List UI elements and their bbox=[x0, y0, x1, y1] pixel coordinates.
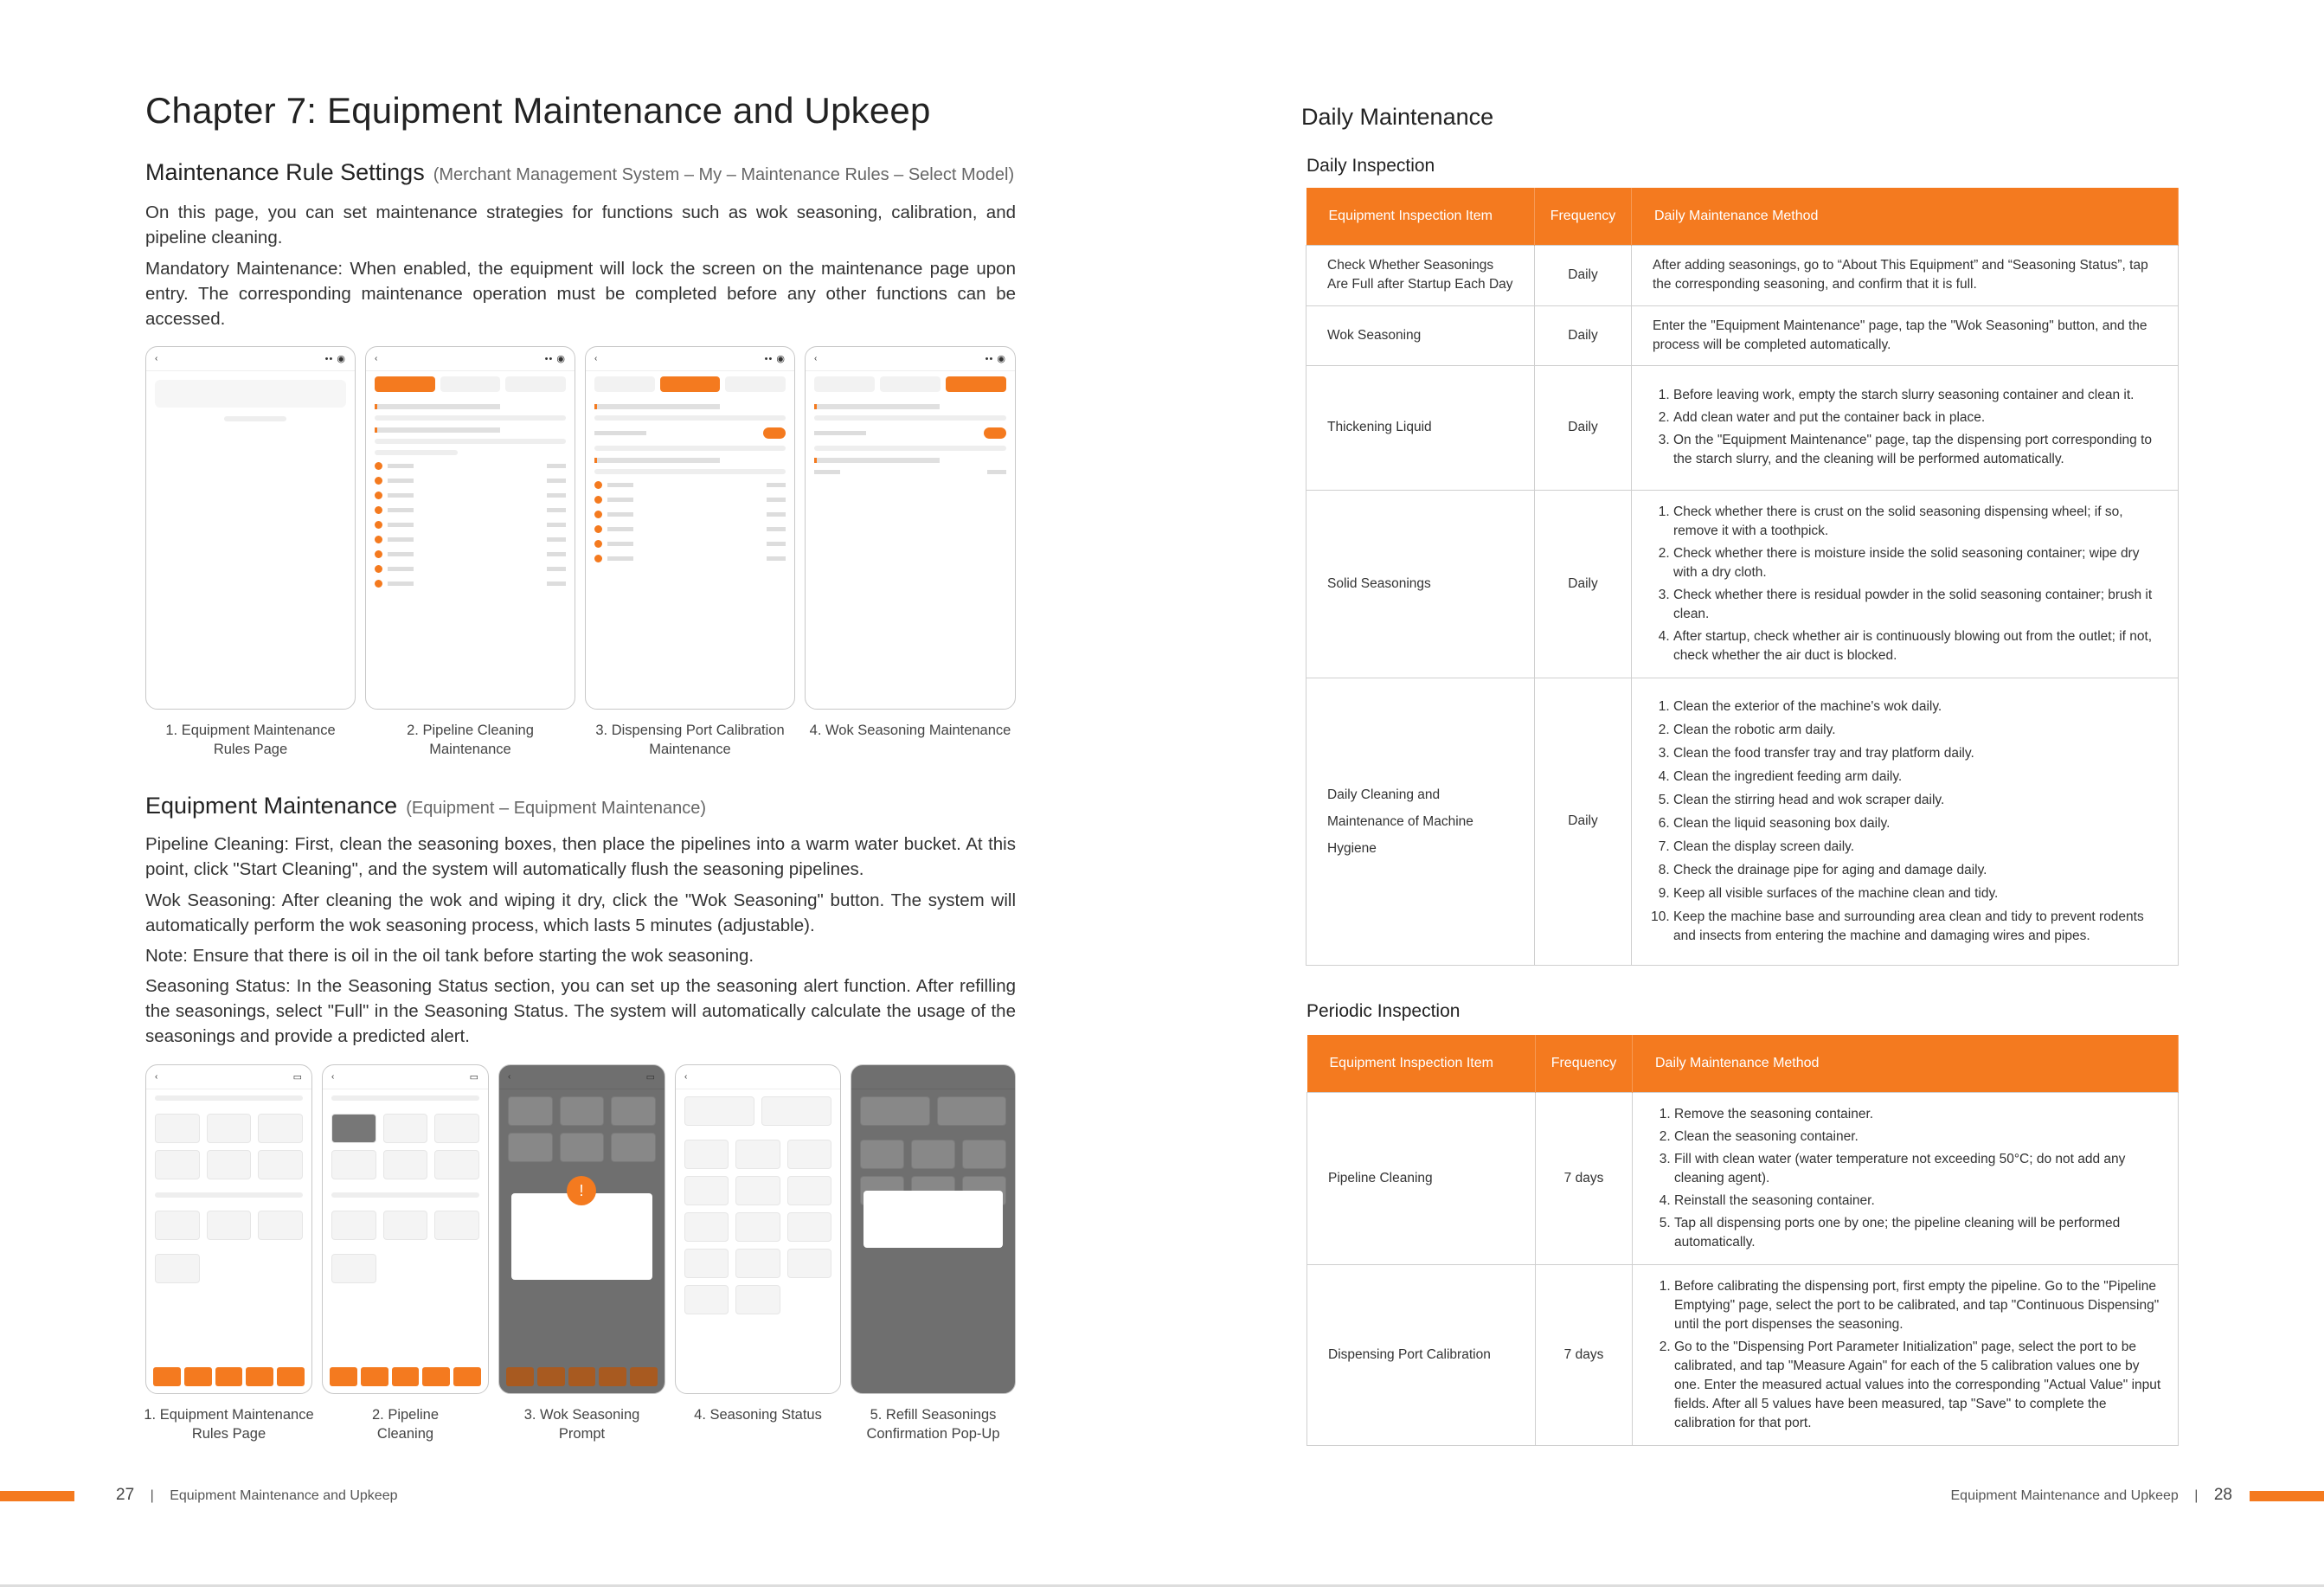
row-method bbox=[1632, 678, 2179, 965]
footer-title-right: Equipment Maintenance and Upkeep bbox=[1950, 1488, 2179, 1503]
row-item: Check Whether Seasonings Are Full after Startup Each Day bbox=[1306, 245, 1535, 305]
footer-left bbox=[116, 1486, 398, 1505]
row-frequency: Daily bbox=[1535, 490, 1632, 678]
step: 4. Reinstall the seasoning container. bbox=[1674, 1192, 2166, 1211]
equipment-path: (Equipment – Equipment Maintenance) bbox=[406, 799, 707, 818]
row-item: Daily Cleaning and Maintenance of Machine Hygiene bbox=[1306, 678, 1535, 965]
row-item: Pipeline Cleaning bbox=[1307, 1092, 1536, 1264]
row-method bbox=[1632, 365, 2179, 490]
step: 1. Before calibrating the dispensing port, first empty the pipeline. Go to the "Pipeline Emptying" page, select the port to be calibrated, and tap "Continuous Dispensing" until the port dispenses the seasoning. bbox=[1674, 1277, 2166, 1334]
footer-title-left: Equipment Maintenance and Upkeep bbox=[170, 1488, 398, 1503]
step: 1. Before leaving work, empty the starch slurry seasoning container and clean it. bbox=[1673, 386, 2166, 405]
row-method: After adding seasonings, go to “About This Equipment” and “Seasoning Status”, tap the corresponding seasoning, and confirm that it is full. bbox=[1632, 245, 2179, 305]
screenshot-rules-page: ‹ •• ◉ bbox=[145, 346, 356, 710]
caption-equip-2: 2. Pipeline Cleaning bbox=[371, 1407, 440, 1442]
table-row bbox=[1306, 245, 2179, 305]
chapter-title: Chapter 7: Equipment Maintenance and Upkeep bbox=[145, 90, 931, 131]
caption-rules-3: 3. Dispensing Port Calibration Maintenance bbox=[595, 723, 785, 757]
step: 1. Clean the exterior of the machine's wok daily. bbox=[1673, 697, 2166, 716]
row-item: Thickening Liquid bbox=[1306, 365, 1535, 490]
screenshot-refill-popup bbox=[851, 1064, 1016, 1394]
row-method bbox=[1633, 1264, 2179, 1445]
warning-icon: ! bbox=[567, 1176, 596, 1205]
footer-separator-left: | bbox=[150, 1488, 154, 1503]
periodic-inspection-title: Periodic Inspection bbox=[1306, 1001, 1461, 1021]
caption-rules-1: 1. Equipment Maintenance Rules Page bbox=[165, 723, 336, 757]
daily-maintenance-heading: Daily Maintenance bbox=[1301, 104, 1494, 130]
rules-heading: Maintenance Rule Settings bbox=[145, 159, 425, 185]
footer-right bbox=[1951, 1486, 2233, 1505]
table-row bbox=[1307, 1092, 2179, 1264]
wok-prompt-popup bbox=[511, 1193, 652, 1280]
header-item: Equipment Inspection Item bbox=[1307, 1035, 1536, 1092]
row-frequency: Daily bbox=[1535, 678, 1632, 965]
step: 3. Clean the food transfer tray and tray platform daily. bbox=[1673, 744, 2166, 763]
table-row bbox=[1306, 678, 2179, 965]
row-frequency: Daily bbox=[1535, 305, 1632, 365]
row-frequency: 7 days bbox=[1536, 1092, 1633, 1264]
header-method: Daily Maintenance Method bbox=[1632, 188, 2179, 245]
periodic-inspection-table bbox=[1306, 1035, 2179, 1446]
footer-accent-left bbox=[0, 1491, 74, 1501]
step: 4. Clean the ingredient feeding arm daily. bbox=[1673, 768, 2166, 787]
header-frequency: Frequency bbox=[1536, 1035, 1633, 1092]
step: 5. Clean the stirring head and wok scraper daily. bbox=[1673, 791, 2166, 810]
rules-path: (Merchant Management System – My – Maintenance Rules – Select Model) bbox=[433, 165, 1015, 184]
step: 8. Check the drainage pipe for aging and damage daily. bbox=[1673, 861, 2166, 880]
table-header-row bbox=[1306, 188, 2179, 245]
step: 2. Clean the robotic arm daily. bbox=[1673, 721, 2166, 740]
screenshot-port-calibration: ‹ •• ◉ bbox=[585, 346, 795, 710]
screenshot-pipeline: ‹ ▭ bbox=[322, 1064, 489, 1394]
refill-confirm-popup bbox=[863, 1191, 1003, 1248]
footer-accent-right bbox=[2250, 1491, 2324, 1501]
screenshot-pipeline-cleaning: ‹ •• ◉ bbox=[365, 346, 575, 710]
caption-equip-3: 3. Wok Seasoning Prompt bbox=[523, 1407, 640, 1442]
daily-inspection-title: Daily Inspection bbox=[1306, 156, 1435, 176]
caption-equip-4: 4. Seasoning Status bbox=[694, 1407, 822, 1423]
row-method bbox=[1632, 490, 2179, 678]
screenshot-seasoning-status: ‹ bbox=[675, 1064, 841, 1394]
rules-paragraph-1: On this page, you can set maintenance strategies for functions such as wok seasoning, calibration, and pipeline cleaning. bbox=[145, 202, 1016, 247]
step: 2. Add clean water and put the container back in place. bbox=[1673, 408, 2166, 427]
section-heading-equipment bbox=[145, 793, 706, 819]
equipment-paragraph-2: Wok Seasoning: After cleaning the wok and wiping it dry, click the "Wok Seasoning" button. The system will automatically perform the wok seasoning process, which lasts 5 minutes (adjustable). bbox=[145, 890, 1016, 935]
table-row bbox=[1306, 365, 2179, 490]
rules-paragraph-2: Mandatory Maintenance: When enabled, the equipment will lock the screen on the maintenance page upon entry. The corresponding maintenance operation must be completed before any other functions can be accessed. bbox=[145, 259, 1016, 329]
step: 9. Keep all visible surfaces of the machine clean and tidy. bbox=[1673, 884, 2166, 903]
step: 10. Keep the machine base and surrounding area clean and tidy to prevent rodents and insects from entering the machine and damaging wires and pipes. bbox=[1673, 908, 2166, 946]
table-row bbox=[1306, 490, 2179, 678]
caption-equip-1: 1. Equipment Maintenance Rules Page bbox=[144, 1407, 314, 1442]
step: 2. Check whether there is moisture inside the solid seasoning container; wipe dry with a dry cloth. bbox=[1673, 544, 2166, 582]
row-frequency: Daily bbox=[1535, 365, 1632, 490]
row-frequency: Daily bbox=[1535, 245, 1632, 305]
step: 3. Check whether there is residual powder in the solid seasoning container; brush it clean. bbox=[1673, 586, 2166, 624]
row-item: Wok Seasoning bbox=[1306, 305, 1535, 365]
header-frequency: Frequency bbox=[1535, 188, 1632, 245]
step: 1. Remove the seasoning container. bbox=[1674, 1105, 2166, 1124]
step: 1. Check whether there is crust on the solid seasoning dispensing wheel; if so, remove it with a toothpick. bbox=[1673, 503, 2166, 541]
screenshot-maint-rules: ‹ ▭ bbox=[145, 1064, 312, 1394]
footer-separator-right: | bbox=[2194, 1488, 2199, 1503]
step: 3. On the "Equipment Maintenance" page, tap the dispensing port corresponding to the starch slurry, and the cleaning will be performed automatically. bbox=[1673, 431, 2166, 469]
table-row bbox=[1306, 305, 2179, 365]
step: 6. Clean the liquid seasoning box daily. bbox=[1673, 814, 2166, 833]
row-method bbox=[1633, 1092, 2179, 1264]
row-frequency: 7 days bbox=[1536, 1264, 1633, 1445]
row-item: Dispensing Port Calibration bbox=[1307, 1264, 1536, 1445]
page-number-left: 27 bbox=[116, 1486, 135, 1504]
step: 4. After startup, check whether air is continuously blowing out from the outlet; if not, check whether the air duct is blocked. bbox=[1673, 627, 2166, 665]
section-heading-rules bbox=[145, 159, 1014, 186]
table-row bbox=[1307, 1264, 2179, 1445]
step: 5. Tap all dispensing ports one by one; the pipeline cleaning will be performed automatically. bbox=[1674, 1214, 2166, 1252]
row-item: Solid Seasonings bbox=[1306, 490, 1535, 678]
header-item: Equipment Inspection Item bbox=[1306, 188, 1535, 245]
screenshot-wok-seasoning: ‹ •• ◉ bbox=[805, 346, 1016, 710]
step: 2. Clean the seasoning container. bbox=[1674, 1128, 2166, 1147]
step: 7. Clean the display screen daily. bbox=[1673, 838, 2166, 857]
equipment-paragraph-4: Seasoning Status: In the Seasoning Status section, you can set up the seasoning alert function. After refilling the seasonings, select "Full" in the Seasoning Status. The system will automatically calculate the usage of the seasonings and provide a predicted alert. bbox=[145, 976, 1016, 1046]
equipment-heading: Equipment Maintenance bbox=[145, 793, 398, 819]
header-method: Daily Maintenance Method bbox=[1633, 1035, 2179, 1092]
equipment-note: Note: Ensure that there is oil in the oil tank before starting the wok seasoning. bbox=[145, 946, 754, 966]
caption-rules-2: 2. Pipeline Cleaning Maintenance bbox=[407, 723, 534, 757]
step: 2. Go to the "Dispensing Port Parameter Initialization" page, select the port to be calibrated, and tap "Measure Again" for each of the 5 calibration values one by one. Enter the measured actual values into the corresponding "Actual Value" input fields. After all 5 values have been measured, tap "Save" to complete the calibration for that port. bbox=[1674, 1338, 2166, 1433]
equipment-paragraph-1: Pipeline Cleaning: First, clean the seasoning boxes, then place the pipelines into a warm water bucket. At this point, click "Start Cleaning", and the system will automatically flush the seasoning pipelines. bbox=[145, 834, 1016, 879]
caption-equip-5: 5. Refill Seasonings Confirmation Pop-Up bbox=[866, 1407, 1000, 1442]
daily-inspection-table bbox=[1306, 188, 2179, 966]
row-method: Enter the "Equipment Maintenance" page, tap the "Wok Seasoning" button, and the process will be completed automatically. bbox=[1632, 305, 2179, 365]
table-header-row bbox=[1307, 1035, 2179, 1092]
screenshot-wok-prompt: ‹ ▭ ! bbox=[498, 1064, 665, 1394]
step: 3. Fill with clean water (water temperature not exceeding 50°C; do not add any cleaning agent). bbox=[1674, 1150, 2166, 1188]
page-number-right: 28 bbox=[2213, 1486, 2232, 1504]
caption-rules-4: 4. Wok Seasoning Maintenance bbox=[809, 723, 1011, 738]
